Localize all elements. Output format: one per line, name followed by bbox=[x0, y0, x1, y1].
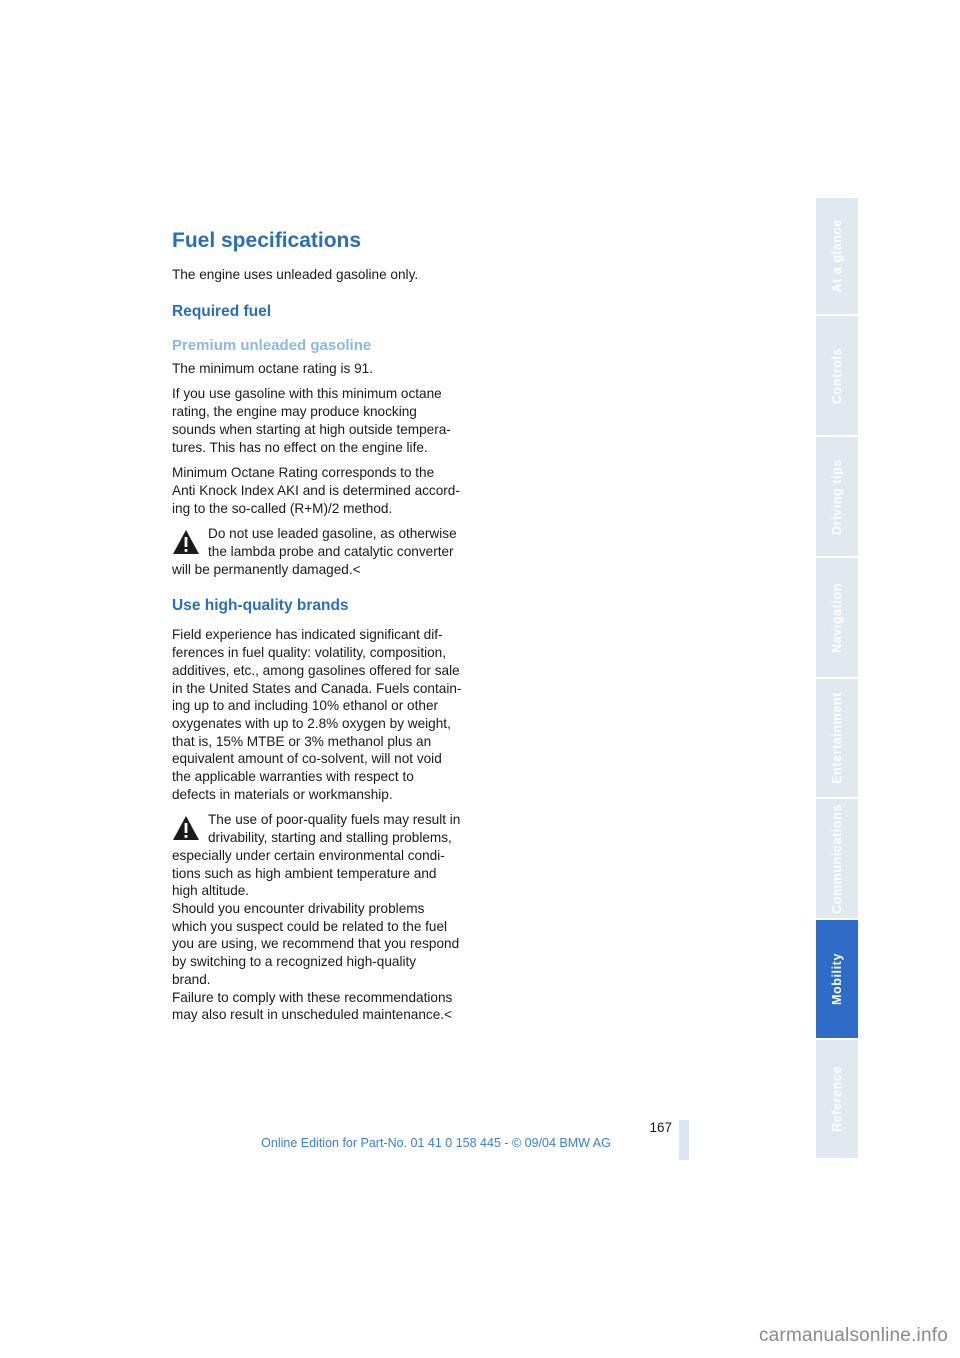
text-line: Field experience has indicated significant dif- bbox=[172, 627, 443, 643]
tab-mobility[interactable] bbox=[816, 920, 858, 1038]
watermark[interactable]: carmanualsonline.info bbox=[758, 1325, 948, 1346]
paragraph-octane-rating bbox=[172, 464, 467, 517]
tab-driving-tips[interactable] bbox=[816, 437, 858, 556]
text-line: ferences in fuel quality: volatility, composition, bbox=[172, 645, 447, 661]
tab-at-a-glance[interactable] bbox=[816, 198, 858, 314]
warning-poor-fuel bbox=[172, 811, 467, 1023]
warning-leaded bbox=[172, 525, 467, 578]
tab-label: Reference bbox=[830, 1066, 844, 1132]
text-line: rating, the engine may produce knocking bbox=[172, 404, 417, 420]
text-line: will be permanently damaged.< bbox=[172, 561, 361, 577]
tab-entertainment[interactable] bbox=[816, 679, 858, 797]
text-line: If you use gasoline with this minimum octane bbox=[172, 386, 442, 402]
tab-communications[interactable] bbox=[816, 799, 858, 918]
paragraph-knocking bbox=[172, 385, 467, 456]
text-line: may also result in unscheduled maintenance.< bbox=[172, 1007, 452, 1023]
tab-label: Entertainment bbox=[830, 692, 844, 784]
text-line: ing to the so-called (R+M)/2 method. bbox=[172, 500, 393, 516]
warning-icon bbox=[172, 529, 200, 555]
tab-label: Mobility bbox=[830, 952, 844, 1006]
text-line: in the United States and Canada. Fuels contain- bbox=[172, 680, 462, 696]
text-line: you are using, we recommend that you respond bbox=[172, 936, 460, 952]
text-line: brand. bbox=[172, 971, 211, 987]
required-fuel-heading: Required fuel bbox=[172, 302, 272, 320]
octane-text: The minimum octane rating is 91. bbox=[172, 360, 373, 376]
text-line: high altitude. bbox=[172, 883, 250, 899]
page-number: 167 bbox=[649, 1120, 672, 1135]
text-line: Minimum Octane Rating corresponds to the bbox=[172, 465, 435, 481]
text-line: drivability, starting and stalling problems, bbox=[208, 830, 452, 846]
brands-heading: Use high-quality brands bbox=[172, 597, 349, 615]
text-line: tions such as high ambient temperature and bbox=[172, 865, 437, 881]
page-content bbox=[172, 226, 467, 1032]
text-line: the lambda probe and catalytic converter bbox=[208, 544, 454, 560]
chapter-sidebar bbox=[816, 198, 858, 1160]
text-line: defects in materials or workmanship. bbox=[172, 786, 393, 802]
footer-text: Online Edition for Part-No. 01 41 0 158 445 - © 09/04 BMW AG bbox=[261, 1136, 611, 1150]
text-line: tures. This has no effect on the engine life. bbox=[172, 439, 428, 455]
text-line: ing up to and including 10% ethanol or other bbox=[172, 698, 439, 714]
tab-label: At a glance bbox=[830, 219, 844, 293]
text-line: additives, etc., among gasolines offered for sale bbox=[172, 662, 460, 678]
text-line: the applicable warranties with respect to bbox=[172, 769, 414, 785]
section-title: Fuel specifications bbox=[172, 229, 362, 252]
tab-navigation[interactable] bbox=[816, 558, 858, 677]
tab-controls[interactable] bbox=[816, 316, 858, 435]
text-line: Anti Knock Index AKI and is determined accord- bbox=[172, 482, 460, 498]
intro-text: The engine uses unleaded gasoline only. bbox=[172, 267, 419, 282]
text-line: oxygenates with up to 2.8% oxygen by weight, bbox=[172, 715, 451, 731]
footer-text-wrap bbox=[0, 1136, 960, 1150]
tab-label: Communications bbox=[830, 803, 844, 914]
text-line: sounds when starting at high outside tempera- bbox=[172, 421, 451, 437]
text-line: The use of poor-quality fuels may result in bbox=[208, 812, 461, 828]
text-line: that is, 15% MTBE or 3% methanol plus an bbox=[172, 733, 432, 749]
text-line: especially under certain environmental condi- bbox=[172, 847, 445, 863]
text-line: Should you encounter drivability problems bbox=[172, 900, 425, 916]
text-line: equivalent amount of co-solvent, will not void bbox=[172, 751, 442, 767]
tab-label: Navigation bbox=[830, 582, 844, 653]
text-line: Failure to comply with these recommendations bbox=[172, 989, 453, 1005]
text-line: which you suspect could be related to the fuel bbox=[172, 918, 448, 934]
tab-label: Controls bbox=[830, 347, 844, 404]
warning-icon bbox=[172, 815, 200, 841]
text-line: by switching to a recognized high-quality bbox=[172, 954, 417, 970]
tab-label: Driving tips bbox=[830, 458, 844, 535]
premium-heading: Premium unleaded gasoline bbox=[172, 336, 372, 354]
paragraph-fuel-quality bbox=[172, 626, 467, 803]
text-line: Do not use leaded gasoline, as otherwise bbox=[208, 526, 457, 542]
